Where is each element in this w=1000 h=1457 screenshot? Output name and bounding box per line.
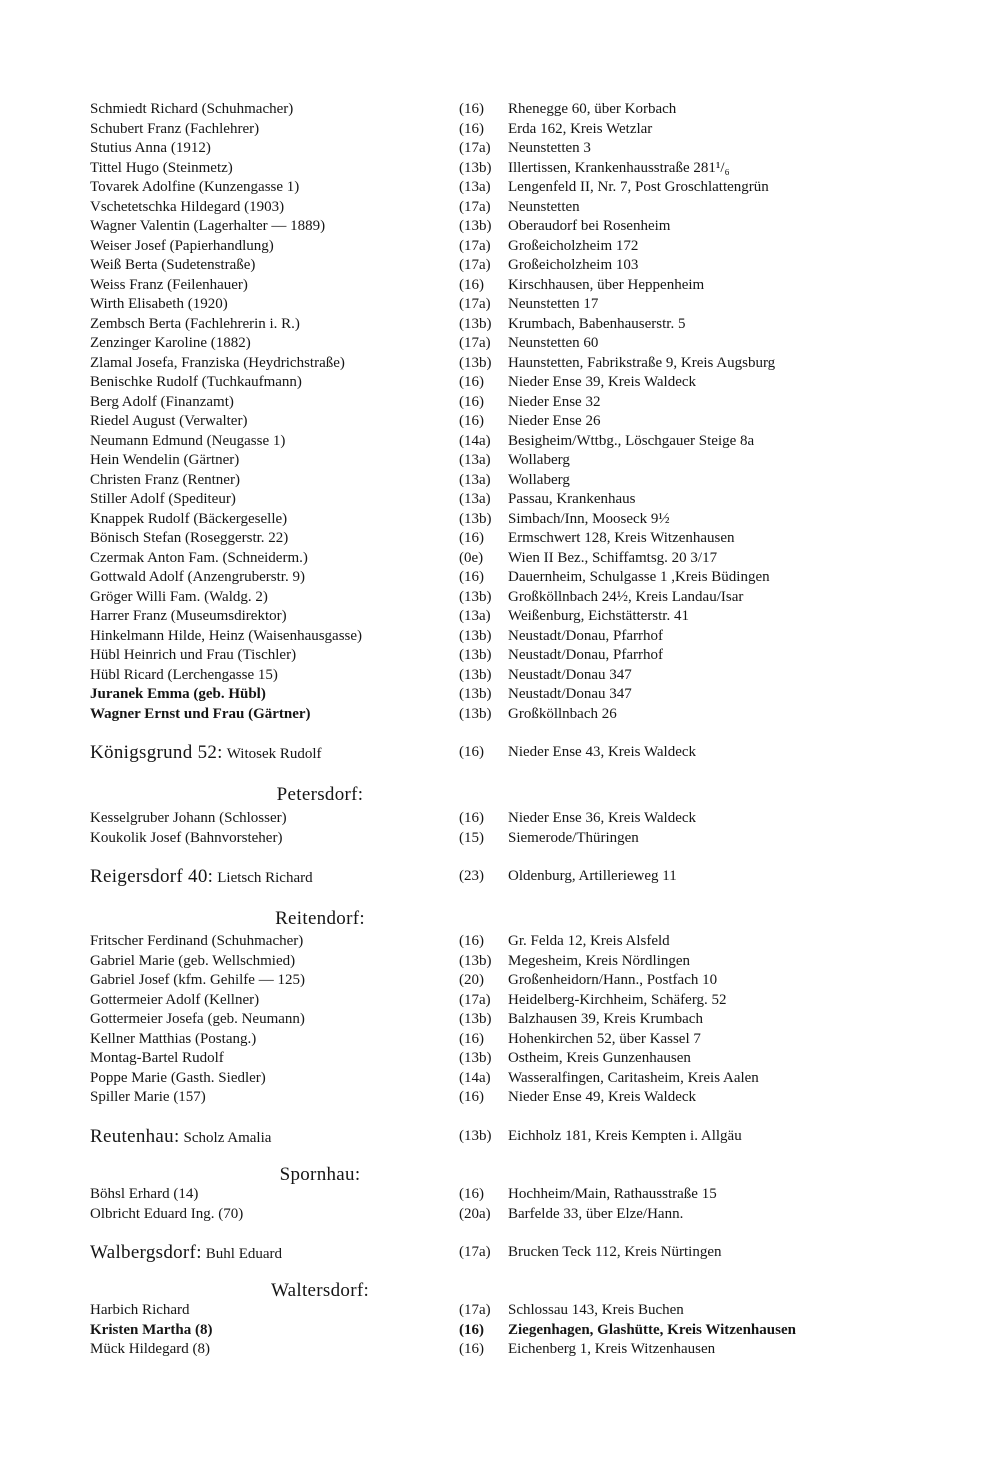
entry-name: Gottermeier Adolf (Kellner) — [90, 991, 260, 1008]
entry-row — [90, 685, 970, 705]
entry-name: Zenzinger Karoline (1882) — [90, 335, 251, 351]
entry-name: Tovarek Adolfine (Kunzengasse 1) — [90, 179, 300, 195]
entry-code: (14a) — [459, 1069, 491, 1086]
entry-code: (13b) — [459, 315, 492, 332]
entry-code: (15) — [459, 829, 484, 846]
entry-row — [90, 705, 970, 725]
entry-address: Rhenegge 60, über Korbach — [508, 101, 677, 117]
entry-code: (17a) — [459, 140, 491, 156]
entry-code: (13a) — [459, 608, 491, 624]
entry-name: Christen Franz (Rentner) — [90, 471, 240, 488]
entry-row — [90, 295, 970, 315]
entry-name: Schubert Franz (Fachlehrer) — [90, 120, 260, 137]
entry-row — [90, 256, 970, 276]
entry-name: Poppe Marie (Gasth. Siedler) — [90, 1069, 266, 1086]
entry-row — [90, 646, 970, 666]
entry-name: Bönisch Stefan (Roseggerstr. 22) — [90, 530, 289, 546]
entry-row — [90, 510, 970, 530]
entry-row — [90, 549, 970, 569]
entry-code: (13b) — [459, 218, 492, 234]
entry-code: (16) — [459, 810, 484, 826]
entry-code: (13b) — [459, 705, 492, 722]
entry-row — [90, 393, 970, 413]
entry-name: Lietsch Richard — [217, 870, 313, 886]
entry-code: (13b) — [459, 588, 492, 605]
entry-code: (17a) — [459, 237, 491, 254]
entry-code: (0e) — [459, 549, 484, 566]
entry-name: Olbricht Eduard Ing. (70) — [90, 1205, 244, 1222]
entry-address: Großeicholzheim 172 — [508, 237, 639, 254]
entry-code: (16) — [459, 744, 484, 760]
entry-name: Spiller Marie (157) — [90, 1089, 206, 1105]
entry-code: (13a) — [459, 452, 491, 468]
entry-address: Neunstetten 3 — [508, 140, 591, 156]
entry-row — [90, 952, 970, 972]
entry-address: Nieder Ense 26 — [508, 413, 601, 429]
entry-address: Passau, Krankenhaus — [508, 491, 636, 507]
entry-address: Nieder Ense 39, Kreis Waldeck — [508, 374, 697, 390]
entry-name: Wagner Ernst und Frau (Gärtner) — [90, 705, 311, 722]
section-reutenhau — [90, 1124, 970, 1148]
entry-code: (23) — [459, 868, 484, 884]
entry-code: (16) — [459, 276, 484, 293]
entry-address: Brucken Teck 112, Kreis Nürtingen — [508, 1244, 722, 1260]
entry-code: (16) — [459, 569, 484, 585]
entry-row — [90, 100, 970, 120]
entry-row — [90, 276, 970, 296]
entry-row — [90, 1340, 970, 1360]
entry-address: Siemerode/Thüringen — [508, 829, 639, 846]
entry-row — [90, 198, 970, 218]
entry-address: Ostheim, Kreis Gunzenhausen — [508, 1050, 691, 1066]
entry-code: (16) — [459, 933, 484, 949]
section-title-petersdorf: Petersdorf: — [276, 784, 364, 805]
entry-code: (13b) — [459, 627, 492, 644]
entry-address: Besigheim/Wttbg., Löschgauer Steige 8a — [508, 432, 755, 449]
entry-name: Weiss Franz (Feilenhauer) — [90, 276, 248, 293]
entry-address: Neustadt/Donau, Pfarrhof — [508, 627, 663, 644]
entry-name: Wagner Valentin (Lagerhalter — 1889) — [90, 218, 326, 234]
section-koenigsgrund — [90, 740, 970, 764]
entry-code: (16) — [459, 1030, 484, 1047]
entry-name: Zlamal Josefa, Franziska (Heydrichstraße) — [90, 354, 345, 371]
entry-row — [90, 373, 970, 393]
entry-address: Neustadt/Donau 347 — [508, 686, 632, 702]
place-heading: Reutenhau: — [90, 1126, 180, 1147]
entry-address: Wollaberg — [508, 452, 570, 468]
entry-row — [90, 627, 970, 647]
entry-code: (13b) — [459, 647, 492, 663]
entry-name: Tittel Hugo (Steinmetz) — [90, 159, 233, 176]
entry-address: Neunstetten 17 — [508, 296, 599, 312]
entry-row — [90, 991, 970, 1011]
entry-name: Wirth Elisabeth (1920) — [90, 296, 228, 312]
entry-code: (13b) — [459, 952, 492, 969]
entry-name: Harbich Richard — [90, 1302, 190, 1318]
entry-address: Neunstetten — [508, 198, 580, 215]
entry-row — [90, 471, 970, 491]
entry-row — [90, 1205, 970, 1225]
entry-code: (16) — [459, 120, 484, 137]
entry-row — [90, 1301, 970, 1321]
entry-code: (17a) — [459, 1302, 491, 1318]
entry-code: (14a) — [459, 432, 491, 449]
entry-row — [90, 529, 970, 549]
entry-name: Weiser Josef (Papierhandlung) — [90, 237, 274, 254]
entry-code: (13a) — [459, 179, 491, 195]
entry-name: Hübl Ricard (Lerchengasse 15) — [90, 666, 278, 683]
entry-name: Scholz Amalia — [183, 1130, 272, 1146]
entry-address: Neustadt/Donau, Pfarrhof — [508, 647, 663, 663]
entry-code: (13a) — [459, 491, 491, 507]
entry-name: Kristen Martha (8) — [90, 1321, 213, 1338]
entry-address: Nieder Ense 43, Kreis Waldeck — [508, 744, 697, 760]
entry-address: Großeicholzheim 103 — [508, 257, 639, 273]
entry-row — [90, 178, 970, 198]
entry-address: Nieder Ense 36, Kreis Waldeck — [508, 810, 697, 826]
entry-address: Balzhausen 39, Kreis Krumbach — [508, 1011, 703, 1027]
entry-address: Ziegenhagen, Glashütte, Kreis Witzenhausen — [508, 1321, 796, 1338]
entry-row — [90, 451, 970, 471]
entry-name: Harrer Franz (Museumsdirektor) — [90, 608, 287, 624]
entry-name: Hübl Heinrich und Frau (Tischler) — [90, 647, 297, 663]
entry-name: Vschetetschka Hildegard (1903) — [90, 198, 285, 215]
entry-name: Hein Wendelin (Gärtner) — [90, 452, 240, 468]
entry-name: Gröger Willi Fam. (Waldg. 2) — [90, 588, 268, 605]
entry-code: (17a) — [459, 198, 491, 215]
section-title-waltersdorf: Waltersdorf: — [270, 1280, 370, 1301]
entry-row — [90, 1049, 970, 1069]
entry-name: Berg Adolf (Finanzamt) — [90, 393, 234, 410]
entry-row — [90, 237, 970, 257]
entry-code: (13b) — [459, 354, 492, 371]
entry-address: Erda 162, Kreis Wetzlar — [508, 120, 653, 137]
entry-name: Mück Hildegard (8) — [90, 1341, 210, 1357]
entry-address: Eichenberg 1, Kreis Witzenhausen — [508, 1341, 716, 1357]
entry-address: Oldenburg, Artillerieweg 11 — [508, 868, 677, 884]
entry-name: Weiß Berta (Sudetenstraße) — [90, 257, 256, 273]
entry-name: Juranek Emma (geb. Hübl) — [90, 686, 266, 702]
entry-name: Fritscher Ferdinand (Schuhmacher) — [90, 933, 304, 949]
entry-code: (16) — [459, 1089, 484, 1105]
entry-address: Krumbach, Babenhauserstr. 5 — [508, 315, 686, 332]
entry-row — [90, 315, 970, 335]
section-title-reitendorf: Reitendorf: — [275, 908, 365, 929]
entry-row — [90, 1030, 970, 1050]
entry-row — [90, 809, 970, 829]
entry-name: Koukolik Josef (Bahnvorsteher) — [90, 829, 283, 846]
entry-row — [90, 568, 970, 588]
entry-address: Neunstetten 60 — [508, 335, 599, 351]
entry-row — [90, 666, 970, 686]
place-heading: Walbergsdorf: — [90, 1242, 202, 1263]
entry-address: Schlossau 143, Kreis Buchen — [508, 1302, 684, 1318]
entry-address: Großköllnbach 26 — [508, 705, 617, 722]
entry-row — [90, 139, 970, 159]
entry-row — [90, 217, 970, 237]
entry-code: (13b) — [459, 159, 492, 176]
entry-name: Gottermeier Josefa (geb. Neumann) — [90, 1011, 305, 1027]
entry-code: (13b) — [459, 1128, 492, 1144]
entry-code: (16) — [459, 393, 484, 410]
entry-name: Gottwald Adolf (Anzengruberstr. 9) — [90, 569, 305, 585]
entry-code: (17a) — [459, 991, 491, 1008]
entry-address: Neustadt/Donau 347 — [508, 666, 632, 683]
place-heading: Königsgrund 52: — [90, 742, 223, 763]
entry-address: Nieder Ense 32 — [508, 393, 601, 410]
entry-name: Hinkelmann Hilde, Heinz (Waisenhausgasse) — [90, 627, 363, 644]
entry-row — [90, 1088, 970, 1108]
entry-address: Eichholz 181, Kreis Kempten i. Allgäu — [508, 1128, 742, 1144]
entry-name: Kesselgruber Johann (Schlosser) — [90, 810, 287, 826]
entry-code: (13b) — [459, 666, 492, 683]
entry-name: Knappek Rudolf (Bäckergeselle) — [90, 510, 288, 527]
entry-code: (13b) — [459, 1011, 492, 1027]
entry-address: Wien II Bez., Schiffamtsg. 20 3/17 — [508, 549, 718, 566]
entry-code: (16) — [459, 1186, 484, 1202]
entry-row — [90, 490, 970, 510]
entry-address: Kirschhausen, über Heppenheim — [508, 276, 705, 293]
entry-row — [90, 432, 970, 452]
entry-row — [90, 159, 970, 179]
entry-name: Stiller Adolf (Spediteur) — [90, 491, 236, 507]
entry-name: Gabriel Marie (geb. Wellschmied) — [90, 952, 296, 969]
entry-row — [90, 354, 970, 374]
entry-code: (17a) — [459, 257, 491, 273]
entry-row — [90, 1185, 970, 1205]
entry-row — [90, 829, 970, 849]
entry-code: (13b) — [459, 510, 492, 527]
entry-code: (13b) — [459, 1050, 492, 1066]
place-heading: Reigersdorf 40: — [90, 866, 214, 887]
entry-address: Weißenburg, Eichstätterstr. 41 — [508, 608, 689, 624]
entry-row — [90, 607, 970, 627]
section-walbergsdorf — [90, 1240, 970, 1264]
entry-name: Czermak Anton Fam. (Schneiderm.) — [90, 549, 308, 566]
entry-row — [90, 971, 970, 991]
entry-row — [90, 120, 970, 140]
entry-address: Nieder Ense 49, Kreis Waldeck — [508, 1089, 697, 1105]
entry-code: (13a) — [459, 471, 491, 488]
entry-code: (16) — [459, 1341, 484, 1357]
entry-row — [90, 1010, 970, 1030]
entry-address: Barfelde 33, über Elze/Hann. — [508, 1205, 684, 1222]
section-reigersdorf — [90, 864, 970, 888]
entry-row — [90, 334, 970, 354]
entry-name: Witosek Rudolf — [226, 746, 322, 762]
entry-code: (13b) — [459, 686, 492, 702]
entry-row — [90, 412, 970, 432]
entry-address: Hochheim/Main, Rathausstraße 15 — [508, 1186, 717, 1202]
entry-address: Ermschwert 128, Kreis Witzenhausen — [508, 530, 735, 546]
entry-address: Heidelberg-Kirchheim, Schäferg. 52 — [508, 991, 727, 1008]
entry-row — [90, 1069, 970, 1089]
entry-code: (16) — [459, 1321, 484, 1338]
entry-address: Großköllnbach 24½, Kreis Landau/Isar — [508, 588, 744, 605]
entry-code: (16) — [459, 530, 484, 546]
entry-address: Haunstetten, Fabrikstraße 9, Kreis Augsburg — [508, 354, 776, 371]
entry-address: Wasseralfingen, Caritasheim, Kreis Aalen — [508, 1069, 759, 1086]
entry-name: Stutius Anna (1912) — [90, 140, 211, 156]
entry-row — [90, 932, 970, 952]
entry-name: Riedel August (Verwalter) — [90, 413, 248, 429]
entry-name: Neumann Edmund (Neugasse 1) — [90, 432, 286, 449]
entry-address: Oberaudorf bei Rosenheim — [508, 218, 671, 234]
entry-address: Simbach/Inn, Mooseck 9½ — [508, 510, 670, 527]
entry-address: Gr. Felda 12, Kreis Alsfeld — [508, 933, 670, 949]
entry-code: (16) — [459, 413, 484, 429]
entry-address: Megesheim, Kreis Nördlingen — [508, 952, 691, 969]
entry-name: Buhl Eduard — [205, 1246, 283, 1262]
entry-address: Illertissen, Krankenhausstraße 281¹/₆ — [508, 159, 730, 176]
entry-address: Wollaberg — [508, 471, 570, 488]
entry-code: (17a) — [459, 1244, 491, 1260]
entry-name: Böhsl Erhard (14) — [90, 1186, 199, 1202]
entry-code: (17a) — [459, 296, 491, 312]
entry-row — [90, 588, 970, 608]
entry-code: (17a) — [459, 335, 491, 351]
entry-name: Montag-Bartel Rudolf — [90, 1050, 224, 1066]
entry-address: Dauernheim, Schulgasse 1 ,Kreis Büdingen — [508, 569, 770, 585]
entry-name: Zembsch Berta (Fachlehrerin i. R.) — [90, 315, 300, 332]
entry-address: Hohenkirchen 52, über Kassel 7 — [508, 1030, 701, 1047]
entry-address: Lengenfeld II, Nr. 7, Post Groschlattengrün — [508, 179, 769, 195]
entry-name: Benischke Rudolf (Tuchkaufmann) — [90, 374, 302, 390]
entry-name: Kellner Matthias (Postang.) — [90, 1030, 257, 1047]
entry-row — [90, 1321, 970, 1341]
entry-code: (20a) — [459, 1205, 491, 1222]
section-title-spornhau: Spornhau: — [279, 1164, 361, 1185]
entry-name: Schmiedt Richard (Schuhmacher) — [90, 101, 294, 117]
entry-code: (20) — [459, 972, 484, 988]
entry-code: (16) — [459, 101, 484, 117]
entry-code: (16) — [459, 374, 484, 390]
entry-address: Großenheidorn/Hann., Postfach 10 — [508, 972, 718, 988]
entry-name: Gabriel Josef (kfm. Gehilfe — 125) — [90, 972, 305, 988]
